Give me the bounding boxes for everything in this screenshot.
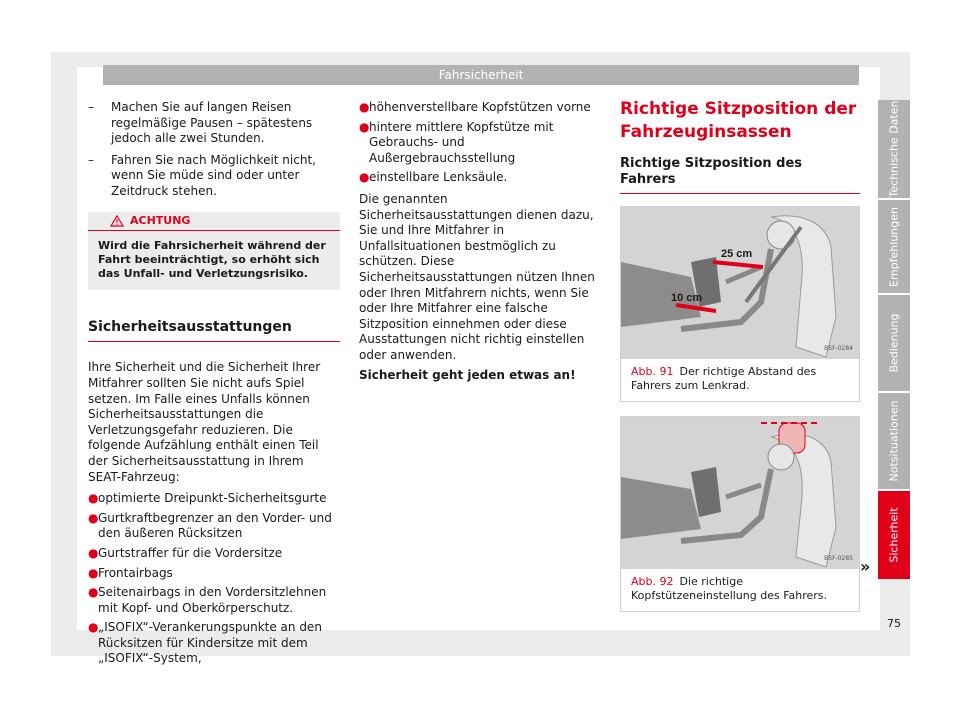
warning-text: Wird die Fahrsicherheit während der Fahrt beeinträchtigt, so erhöht sich das Unfall- und Verletzungsrisiko. <box>98 238 326 281</box>
list-item-text: Frontairbags <box>98 565 173 580</box>
seated-driver-image <box>621 207 859 359</box>
caption-text: Die richtige Kopfstützeneinstellung des Fahrers. <box>631 575 828 603</box>
dash-marker: – <box>88 152 94 167</box>
list-item-text: optimierte Dreipunkt-Sicherheitsgurte <box>98 491 327 506</box>
tab-label: Sicherheit <box>887 507 901 563</box>
figure-caption <box>621 569 859 611</box>
section-heading: Sicherheitsausstattungen <box>88 320 340 343</box>
emphasis-line: Sicherheit geht jeden etwas an! <box>359 367 576 382</box>
bullet-dot-icon: ● <box>88 491 99 506</box>
warning-label: ACHTUNG <box>130 213 191 227</box>
list-item-text: Gurtkraftbegrenzer an den Vorder- und den äußeren Rücksitzen <box>98 510 332 541</box>
list-item-text: höhenverstellbare Kopfstützen vorne <box>369 100 591 114</box>
tab-notsituationen[interactable] <box>878 391 910 489</box>
list-item <box>88 585 340 616</box>
tab-bedienung[interactable] <box>878 293 910 391</box>
bullet-dot-icon: ● <box>88 510 99 525</box>
page-number: 75 <box>887 617 901 630</box>
list-item <box>88 566 340 582</box>
tab-sicherheit[interactable] <box>878 489 910 579</box>
warning-box <box>88 212 340 290</box>
figure-92 <box>620 416 860 612</box>
body-paragraph: Die genannten Sicherheitsausstattungen dienen dazu, Sie und Ihre Mitfahrer in Unfallsituationen bestmöglich zu schützen. Diese Sicherheitsausstattungen nützen Ihnen oder Ihren Mitfahrern nichts, wenn Sie oder Ihre Mitfahrer eine falsche Sitzposition einnehmen oder diese Ausstattungen nicht richtig einstellen oder anwenden. <box>359 191 595 362</box>
continue-arrow-icon: » <box>860 557 871 576</box>
right-column <box>620 98 860 612</box>
list-item-text: Fahren Sie nach Möglichkeit nicht, wenn Sie müde sind oder unter Zeitdruck stehen. <box>111 152 316 198</box>
chapter-heading: Richtige Sitzposition der Fahrzeuginsassen <box>620 99 857 142</box>
list-item-text: einstellbare Lenksäule. <box>369 170 508 185</box>
caption-text: Der richtige Abstand des Fahrers zum Lenkrad. <box>631 365 817 393</box>
bullet-dot-icon: ● <box>88 545 99 560</box>
tab-technische-daten[interactable] <box>878 100 910 198</box>
driver-distance-illustration <box>621 207 859 359</box>
list-item <box>88 153 340 200</box>
left-column <box>88 100 340 667</box>
tab-label: Technische Daten <box>887 100 901 198</box>
bullet-dot-icon: ● <box>88 620 99 635</box>
list-item <box>88 620 340 667</box>
headrest-illustration <box>621 417 859 569</box>
list-item <box>88 100 340 147</box>
headrest-driver-image <box>621 417 859 569</box>
middle-column <box>359 100 602 383</box>
tab-label: Notsituationen <box>887 400 901 482</box>
bullet-dot-icon: ● <box>88 565 99 580</box>
tab-label: Empfehlungen <box>887 206 901 287</box>
distance-label-10cm: 10 cm <box>671 292 703 305</box>
bullet-dot-icon: ● <box>359 100 370 114</box>
list-item-text: Gurtstraffer für die Vordersitze <box>98 545 283 560</box>
figure-91 <box>620 206 860 402</box>
figure-caption <box>621 359 859 401</box>
list-item-text: hintere mittlere Kopfstütze mit Gebrauchs- und Außergebrauchsstellung <box>369 119 554 165</box>
list-item <box>88 546 340 562</box>
list-item-text: „ISOFIX“-Verankerungspunkte an den Rücksitzen für Kindersitze mit dem „ISOFIX“-System, <box>98 620 322 666</box>
list-item <box>88 511 340 542</box>
figure-code: B5F-0284 <box>824 344 853 352</box>
list-item <box>359 170 602 186</box>
bullet-dot-icon: ● <box>359 170 370 185</box>
warning-triangle-icon <box>110 215 124 227</box>
bullet-dot-icon: ● <box>88 585 99 600</box>
list-item <box>359 100 602 116</box>
dash-marker: – <box>88 100 94 114</box>
list-item-text: Machen Sie auf langen Reisen regelmäßige Pausen – spätestens jedoch alle zwei Stunden. <box>111 100 313 146</box>
intro-paragraph: Ihre Sicherheit und die Sicherheit Ihrer Mitfahrer sollten Sie nicht aufs Spiel setzen. Im Falle eines Unfalls können Sicherheitsausstattungen die Verletzungsgefahr reduzieren. Die folgende Aufzählung enthält einen Teil der Sicherheitsausstattung in Ihrem SEAT-Fahrzeug: <box>88 360 321 484</box>
distance-label-25cm: 25 cm <box>721 248 753 261</box>
list-item <box>88 491 340 507</box>
figure-number: Abb. 91 <box>631 365 674 379</box>
list-item <box>359 120 602 167</box>
page-header: Fahrsicherheit <box>103 65 859 85</box>
tab-label: Bedienung <box>887 313 901 373</box>
tab-empfehlungen[interactable] <box>878 198 910 293</box>
bullet-dot-icon: ● <box>359 119 370 134</box>
figure-number: Abb. 92 <box>631 575 674 589</box>
figure-code: B5F-0285 <box>824 554 853 562</box>
subsection-heading: Richtige Sitzposition des Fahrers <box>620 156 860 194</box>
list-item-text: Seitenairbags in den Vordersitzlehnen mit Kopf- und Oberkörperschutz. <box>98 585 327 615</box>
warning-header <box>88 212 340 231</box>
